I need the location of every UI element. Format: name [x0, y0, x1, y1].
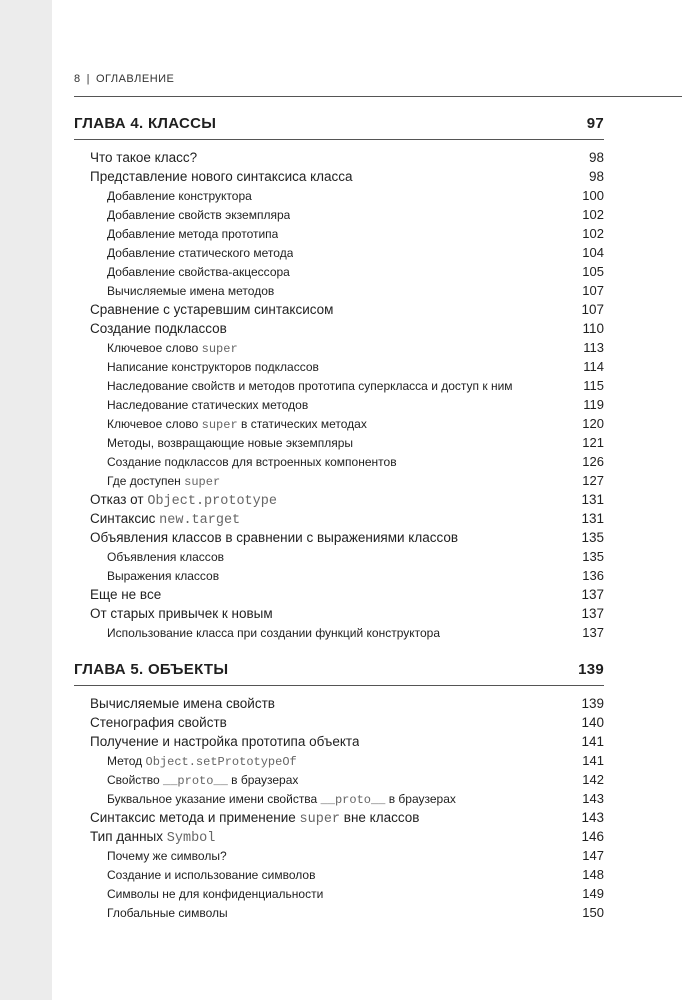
entry-title: [90, 492, 277, 509]
entry-title: [107, 792, 456, 807]
chapter-5-section: [74, 661, 604, 924]
entry-title: [90, 511, 240, 528]
entry-title: [90, 606, 273, 621]
entry-text: в браузерах: [227, 773, 299, 787]
chapter-title: ГЛАВА 4. КЛАССЫ: [74, 115, 217, 132]
toc-subentry[interactable]: [74, 245, 604, 264]
entry-page: 120: [582, 416, 604, 431]
entry-text: в браузерах: [385, 792, 456, 806]
entry-text: Вычисляемые имена методов: [107, 284, 275, 298]
entry-page: 148: [582, 867, 604, 882]
entry-title: [90, 321, 227, 336]
running-head-separator: |: [86, 73, 90, 85]
entry-text: Представление нового синтаксиса класса: [90, 169, 353, 184]
entry-text: Буквальное указание имени свойства: [107, 792, 321, 806]
entry-text: Добавление метода прототипа: [107, 227, 279, 241]
toc-list: [74, 696, 604, 924]
toc-subentry[interactable]: [74, 753, 604, 772]
entry-title: [107, 474, 220, 489]
entry-title: [107, 246, 293, 260]
entry-text: Добавление конструктора: [107, 189, 252, 203]
entry-title: [107, 265, 290, 279]
toc-entry[interactable]: [74, 169, 604, 188]
entry-page: 143: [582, 791, 604, 806]
entry-text: Синтаксис метода и применение: [90, 810, 300, 825]
chapter-rule: [74, 139, 604, 140]
entry-text: Ключевое слово: [107, 341, 202, 355]
entry-text: Создание подклассов: [90, 321, 227, 336]
left-margin-band: [0, 0, 52, 1000]
toc-subentry[interactable]: [74, 772, 604, 791]
running-head-title: ОГЛАВЛЕНИЕ: [95, 73, 175, 85]
code-term: Object.prototype: [147, 494, 277, 509]
toc-entry[interactable]: [74, 734, 604, 753]
entry-page: 131: [581, 492, 604, 507]
entry-text: Почему же символы?: [107, 849, 227, 863]
toc-subentry[interactable]: [74, 867, 604, 886]
entry-page: 98: [588, 150, 604, 165]
entry-text: Создание подклассов для встроенных компонентов: [107, 455, 397, 469]
entry-title: [107, 227, 278, 241]
chapter-4-section: [74, 115, 604, 644]
toc-entry[interactable]: [74, 696, 604, 715]
entry-page: 100: [582, 188, 604, 203]
entry-title: [107, 436, 353, 450]
code-term: Object.setPrototypeOf: [145, 755, 297, 769]
entry-page: 104: [582, 245, 604, 260]
entry-title: [107, 284, 274, 298]
entry-page: 150: [582, 905, 604, 920]
entry-page: 135: [582, 549, 604, 564]
toc-subentry[interactable]: [74, 378, 604, 397]
entry-text: Тип данных: [90, 829, 167, 844]
entry-title: [107, 626, 440, 640]
toc-entry[interactable]: [74, 492, 604, 511]
toc-subentry[interactable]: [74, 340, 604, 359]
toc-subentry[interactable]: [74, 625, 604, 644]
toc-subentry[interactable]: [74, 549, 604, 568]
entry-page: 146: [581, 829, 604, 844]
entry-page: 107: [581, 302, 604, 317]
toc-subentry[interactable]: [74, 435, 604, 454]
entry-title: [107, 868, 315, 882]
entry-text: Написание конструкторов подклассов: [107, 360, 319, 374]
entry-text: Глобальные символы: [107, 906, 228, 920]
entry-title: [107, 887, 323, 901]
entry-title: [107, 208, 290, 222]
entry-title: [107, 773, 298, 788]
entry-page: 141: [582, 753, 604, 768]
toc-entry[interactable]: [74, 511, 604, 530]
entry-page: 105: [582, 264, 604, 279]
toc-subentry[interactable]: [74, 397, 604, 416]
toc-subentry[interactable]: [74, 188, 604, 207]
entry-page: 102: [582, 226, 604, 241]
entry-text: Методы, возвращающие новые экземпляры: [107, 436, 354, 450]
entry-text: вне классов: [340, 810, 420, 825]
entry-text: Выражения классов: [107, 569, 220, 583]
entry-title: [107, 569, 219, 583]
entry-text: Вычисляемые имена свойств: [90, 696, 275, 711]
entry-text: Получение и настройка прототипа объекта: [90, 734, 360, 749]
entry-text: Отказ от: [90, 492, 148, 507]
entry-text: Где доступен: [107, 474, 185, 488]
entry-text: Синтаксис: [90, 511, 160, 526]
chapter-heading[interactable]: [74, 661, 604, 683]
entry-title: [90, 829, 215, 846]
entry-text: Что такое класс?: [90, 150, 198, 165]
entry-page: 143: [581, 810, 604, 825]
entry-page: 136: [582, 568, 604, 583]
page-number: 8: [74, 73, 81, 85]
entry-title: [107, 849, 227, 863]
chapter-page: 139: [578, 661, 604, 678]
entry-page: 121: [582, 435, 604, 450]
entry-title: [90, 587, 161, 602]
entry-title: [90, 150, 197, 165]
toc-list: [74, 150, 604, 644]
toc-entry[interactable]: [74, 150, 604, 169]
toc-entry[interactable]: [74, 321, 604, 340]
entry-title: [90, 810, 419, 827]
entry-title: [107, 360, 319, 374]
entry-title: [107, 906, 228, 920]
entry-title: [107, 189, 252, 203]
entry-title: [90, 169, 353, 184]
entry-page: 137: [581, 587, 604, 602]
toc-entry[interactable]: [74, 530, 604, 549]
toc-subentry[interactable]: [74, 473, 604, 492]
entry-title: [107, 550, 224, 564]
code-term: new.target: [159, 513, 241, 528]
toc-subentry[interactable]: [74, 568, 604, 587]
entry-page: 113: [583, 340, 604, 355]
toc-subentry[interactable]: [74, 905, 604, 924]
entry-page: 119: [583, 397, 604, 412]
chapter-title: ГЛАВА 5. ОБЪЕКТЫ: [74, 661, 229, 678]
entry-title: [90, 302, 333, 317]
toc-subentry[interactable]: [74, 226, 604, 245]
entry-title: [90, 734, 359, 749]
toc-entry[interactable]: [74, 606, 604, 625]
entry-text: Ключевое слово: [107, 417, 202, 431]
entry-title: [107, 455, 397, 469]
code-term: __proto__: [163, 774, 228, 788]
entry-page: 115: [583, 378, 604, 393]
entry-text: Объявления классов в сравнении с выражениями классов: [90, 530, 459, 545]
chapter-rule: [74, 685, 604, 686]
entry-title: [107, 754, 297, 769]
code-term: super: [201, 418, 238, 432]
entry-page: 110: [582, 321, 604, 336]
entry-page: 137: [582, 625, 604, 640]
toc-subentry[interactable]: [74, 416, 604, 435]
code-term: super: [184, 475, 221, 489]
entry-page: 98: [588, 169, 604, 184]
toc-subentry[interactable]: [74, 359, 604, 378]
toc-entry[interactable]: [74, 829, 604, 848]
entry-page: 102: [582, 207, 604, 222]
entry-text: Добавление свойства-акцессора: [107, 265, 290, 279]
running-head: [74, 73, 174, 85]
entry-page: 139: [581, 696, 604, 711]
entry-text: Метод: [107, 754, 146, 768]
entry-page: 107: [582, 283, 604, 298]
code-term: __proto__: [320, 793, 386, 807]
toc-subentry[interactable]: [74, 207, 604, 226]
entry-page: 114: [583, 359, 604, 374]
entry-page: 142: [582, 772, 604, 787]
toc-subentry[interactable]: [74, 264, 604, 283]
entry-title: [90, 530, 458, 545]
entry-page: 135: [581, 530, 604, 545]
toc-subentry[interactable]: [74, 454, 604, 473]
entry-page: 140: [581, 715, 604, 730]
entry-text: Создание и использование символов: [107, 868, 316, 882]
entry-page: 127: [582, 473, 604, 488]
header-rule: [74, 96, 682, 97]
chapter-page: 97: [586, 115, 604, 132]
code-term: super: [299, 812, 341, 827]
entry-page: 149: [582, 886, 604, 901]
entry-text: Наследование статических методов: [107, 398, 309, 412]
entry-page: 141: [581, 734, 604, 749]
entry-page: 147: [582, 848, 604, 863]
entry-title: [90, 715, 227, 730]
toc-entry[interactable]: [74, 302, 604, 321]
chapter-heading[interactable]: [74, 115, 604, 137]
entry-page: 137: [581, 606, 604, 621]
toc-entry[interactable]: [74, 715, 604, 734]
entry-title: [107, 341, 238, 356]
entry-title: [107, 379, 513, 393]
toc-subentry[interactable]: [74, 283, 604, 302]
entry-text: Еще не все: [90, 587, 162, 602]
entry-title: [107, 417, 367, 432]
code-term: Symbol: [166, 831, 216, 846]
entry-text: Добавление статического метода: [107, 246, 294, 260]
code-term: super: [201, 342, 238, 356]
entry-text: Свойство: [107, 773, 164, 787]
toc-subentry[interactable]: [74, 848, 604, 867]
entry-text: Наследование свойств и методов прототипа суперкласса и доступ к ним: [107, 379, 513, 393]
toc-entry[interactable]: [74, 810, 604, 829]
toc-subentry[interactable]: [74, 791, 604, 810]
entry-text: Сравнение с устаревшим синтаксисом: [90, 302, 334, 317]
entry-text: Объявления классов: [107, 550, 224, 564]
entry-title: [107, 398, 308, 412]
entry-text: в статических методах: [237, 417, 367, 431]
entry-text: Добавление свойств экземпляра: [107, 208, 291, 222]
entry-text: Использование класса при создании функций конструктора: [107, 626, 441, 640]
entry-text: Символы не для конфиденциальности: [107, 887, 324, 901]
entry-title: [90, 696, 275, 711]
entry-page: 131: [581, 511, 604, 526]
toc-entry[interactable]: [74, 587, 604, 606]
entry-text: От старых привычек к новым: [90, 606, 273, 621]
toc-subentry[interactable]: [74, 886, 604, 905]
entry-text: Стенография свойств: [90, 715, 227, 730]
entry-page: 126: [582, 454, 604, 469]
